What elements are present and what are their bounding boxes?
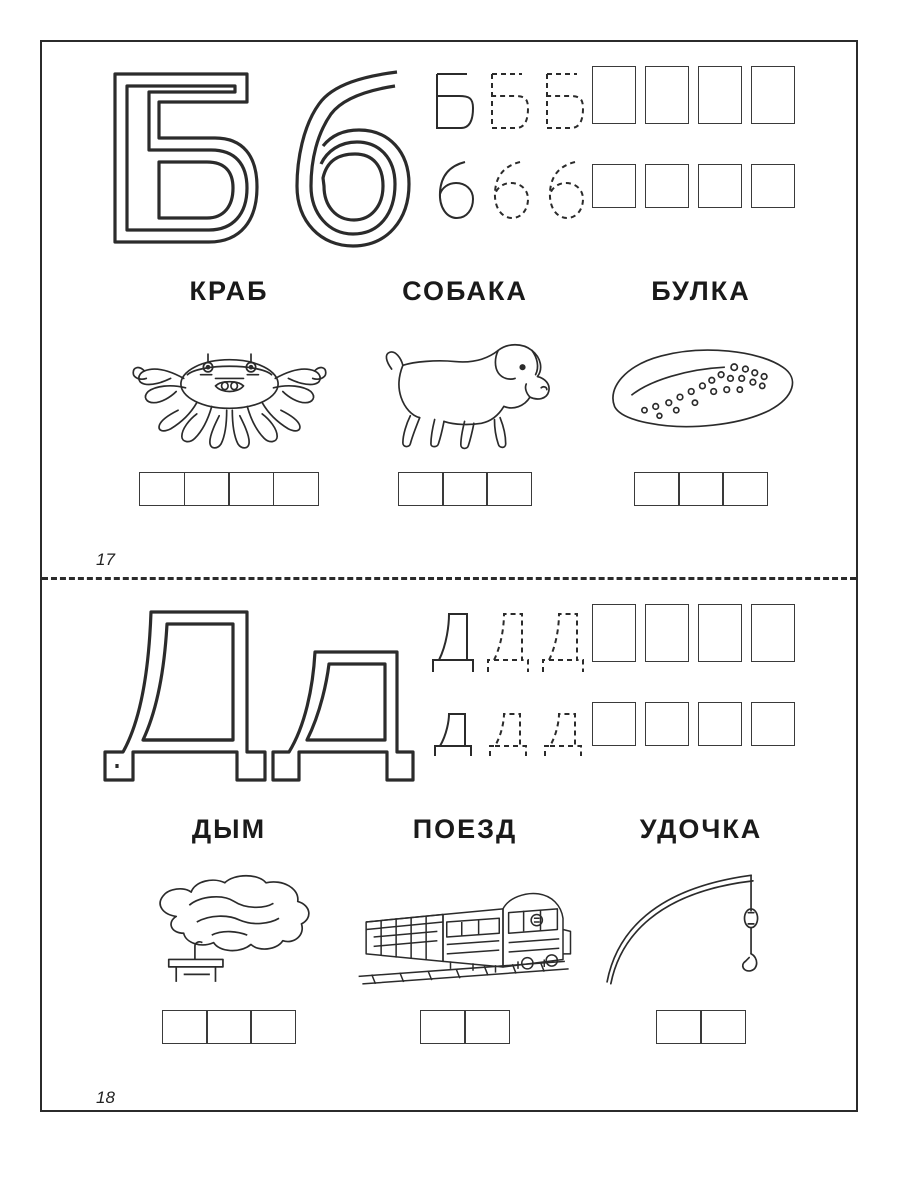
words-row-d [42, 812, 856, 1112]
trace-row-upper-b [427, 66, 847, 144]
letter-tracing-row [42, 594, 856, 804]
trace-empty-box[interactable] [592, 604, 636, 662]
trace-row-upper-d [427, 604, 847, 682]
word-label: СОБАКА [402, 276, 528, 306]
sound-scheme [340, 1010, 590, 1044]
trace-glyph-dashed-1 [482, 66, 532, 136]
sound-box[interactable] [250, 1010, 296, 1044]
sound-box[interactable] [486, 472, 532, 506]
trace-glyph-dashed-2 [537, 604, 587, 674]
trace-glyph-dashed-1 [482, 156, 532, 226]
sound-box[interactable] [634, 472, 680, 506]
word-label: УДОЧКА [639, 814, 763, 844]
sound-box[interactable] [656, 1010, 702, 1044]
sound-box[interactable] [722, 472, 768, 506]
sound-box[interactable] [700, 1010, 746, 1044]
trace-glyph-solid [427, 694, 477, 764]
trace-empty-box[interactable] [698, 66, 742, 124]
trace-empty-box[interactable] [751, 702, 795, 746]
trace-empty-box[interactable] [698, 164, 742, 208]
word-label: ПОЕЗД [412, 814, 518, 844]
big-letter-d [97, 594, 427, 794]
trace-empty-box[interactable] [592, 164, 636, 208]
trace-glyph-solid [427, 66, 477, 136]
word-card-sobaka [340, 274, 590, 574]
trace-glyph-dashed-2 [537, 66, 587, 136]
word-label: БУЛКА [651, 276, 751, 306]
trace-empty-box[interactable] [645, 66, 689, 124]
trace-empty-box[interactable] [698, 604, 742, 662]
sound-scheme [576, 472, 826, 506]
word-card-poezd [340, 812, 590, 1112]
sound-scheme [104, 1010, 354, 1044]
sound-box[interactable] [228, 472, 274, 506]
word-card-krab [104, 274, 354, 574]
crab-illustration [104, 316, 354, 466]
trace-empty-box[interactable] [698, 702, 742, 746]
train-illustration [340, 854, 590, 1004]
word-card-udochka [576, 812, 826, 1112]
sound-box[interactable] [442, 472, 488, 506]
trace-glyph-solid [427, 156, 477, 226]
sound-box[interactable] [139, 472, 185, 506]
letter-tracing-row [42, 56, 856, 266]
trace-row-lower-d [427, 694, 847, 772]
trace-empty-box[interactable] [592, 66, 636, 124]
sound-box[interactable] [162, 1010, 208, 1044]
trace-empty-box[interactable] [751, 66, 795, 124]
sound-box[interactable] [206, 1010, 252, 1044]
trace-glyph-dashed-2 [537, 694, 587, 764]
sound-scheme [576, 1010, 826, 1044]
trace-glyph-dashed-2 [537, 156, 587, 226]
dog-illustration [340, 316, 590, 466]
trace-row-lower-b [427, 156, 847, 234]
page-number: 18 [96, 1088, 115, 1107]
page-number: 17 [96, 550, 115, 569]
trace-glyph-dashed-1 [482, 604, 532, 674]
smoke-chimney-illustration [104, 854, 354, 1004]
sound-scheme [340, 472, 590, 506]
word-card-dym [104, 812, 354, 1112]
word-card-bulka [576, 274, 826, 574]
trace-empty-box[interactable] [592, 702, 636, 746]
trace-empty-box[interactable] [751, 604, 795, 662]
fishing-rod-illustration [576, 854, 826, 1004]
sound-box[interactable] [184, 472, 230, 506]
trace-area-b [427, 66, 847, 256]
trace-empty-box[interactable] [751, 164, 795, 208]
word-label: КРАБ [189, 276, 269, 306]
bread-roll-illustration [576, 316, 826, 466]
word-label: ДЫМ [191, 814, 267, 844]
sound-box[interactable] [398, 472, 444, 506]
sound-scheme [104, 472, 354, 506]
trace-empty-box[interactable] [645, 604, 689, 662]
sound-box[interactable] [420, 1010, 466, 1044]
trace-glyph-solid [427, 604, 477, 674]
trace-glyph-dashed-1 [482, 694, 532, 764]
trace-empty-box[interactable] [645, 702, 689, 746]
worksheet-page [40, 40, 858, 1112]
trace-empty-box[interactable] [645, 164, 689, 208]
section-letter-b [42, 42, 856, 577]
sound-box[interactable] [678, 472, 724, 506]
sound-box[interactable] [273, 472, 319, 506]
words-row-b [42, 274, 856, 574]
big-letter-b [97, 56, 427, 256]
trace-area-d [427, 604, 847, 794]
sound-box[interactable] [464, 1010, 510, 1044]
section-letter-d [42, 580, 856, 1115]
